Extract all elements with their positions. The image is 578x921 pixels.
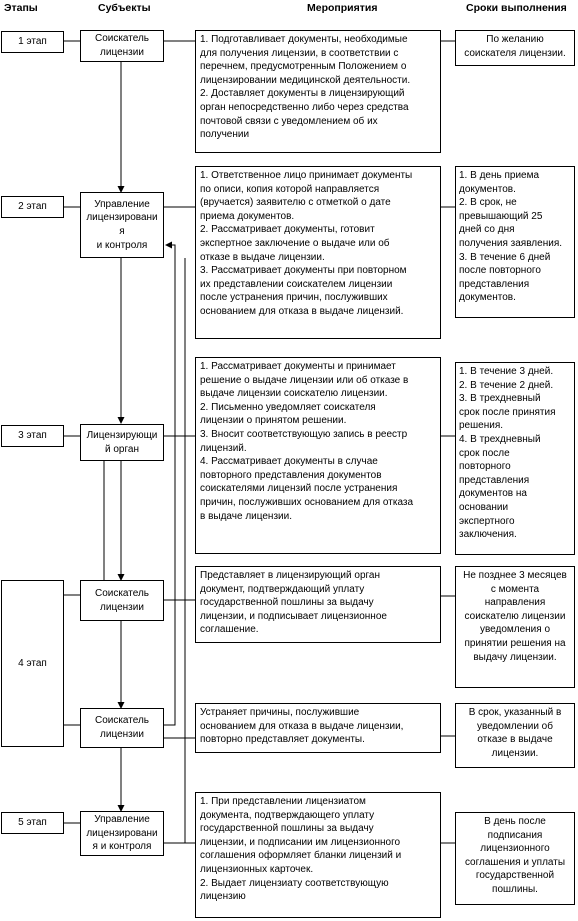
activity-box-2: 1. Ответственное лицо принимает документы по описи, копия которой направляется (вручается) заявителю с отметкой о дате приема документов. 2. Рассматривает документы, готовит экспертное заключение о выдаче или об отказе в выдаче лицензии. 3. Рассматривает документы при повторном их представлении соискателем лицензии после устранения причин, послуживших основанием для отказа в выдаче лицензий. — [195, 166, 441, 339]
activity-box-6: 1. При представлении лицензиатом документа, подтверждающего уплату государственной пошлины за выдачу лицензии, и подписании им лицензионного соглашения оформляет бланки лицензий и лицензионных карточек. 2. Выдает лицензиату соответствующую лицензию — [195, 792, 441, 918]
header-terms: Сроки выполнения — [466, 2, 567, 14]
term-box-5: В срок, указанный в уведомлении об отказе в выдаче лицензии. — [455, 703, 575, 768]
subject-box-management: Управление лицензировани я и контроля — [80, 192, 164, 258]
activity-box-4: Представляет в лицензирующий орган документ, подтверждающий уплату государственной пошлины за выдачу лицензии, и подписывает лицензионное соглашение. — [195, 566, 441, 643]
subject-box-management: Управление лицензировани я и контроля — [80, 811, 164, 856]
subject-box-applicant: Соискатель лицензии — [80, 580, 164, 621]
subject-box-applicant: Соискатель лицензии — [80, 708, 164, 748]
stage-box-4: 4 этап — [1, 580, 64, 747]
stage-box-2: 2 этап — [1, 196, 64, 218]
term-box-6: В день после подписания лицензионного соглашения и уплаты государственной пошлины. — [455, 812, 575, 905]
term-box-4: Не позднее 3 месяцев с момента направления соискателю лицензии уведомления о принятии решения на выдачу лицензии. — [455, 566, 575, 688]
subject-box-licensing-body: Лицензирующи й орган — [80, 424, 164, 461]
stage-box-3: 3 этап — [1, 425, 64, 447]
subject-box-applicant: Соискатель лицензии — [80, 30, 164, 62]
header-subjects: Субъекты — [98, 2, 151, 14]
activity-box-3: 1. Рассматривает документы и принимает решение о выдаче лицензии или об отказе в выдаче лицензии соискателю лицензии. 2. Письменно уведомляет соискателя лицензии о принятом решении. 3. Вносит соответствующую запись в реестр лицензий. 4. Рассматривает документы в случае повторного представления документов соискателями лицензий после устранения причин, послуживших основанием для отказа в выдаче лицензии. — [195, 357, 441, 554]
stage-box-5: 5 этап — [1, 812, 64, 834]
header-stages: Этапы — [4, 2, 38, 14]
stage-box-1: 1 этап — [1, 31, 64, 53]
return-arrow — [164, 245, 175, 725]
term-box-1: По желанию соискателя лицензии. — [455, 30, 575, 66]
activity-box-5: Устраняет причины, послужившие основанием для отказа в выдаче лицензии, повторно представляет документы. — [195, 703, 441, 753]
header-activities: Мероприятия — [307, 2, 378, 14]
activity-box-1: 1. Подготавливает документы, необходимые для получения лицензии, в соответствии с перечнем, предусмотренным Положением о лицензировании медицинской деятельности. 2. Доставляет документы в лицензирующий орган непосредственно либо через средства почтовой связи с уведомлением об их получении — [195, 30, 441, 153]
term-box-3: 1. В течение 3 дней. 2. В течение 2 дней. 3. В трехдневный срок после принятия решения. 4. В трехдневный срок после повторного представления документов на основании экспертного заключения. — [455, 362, 575, 555]
term-box-2: 1. В день приема документов. 2. В срок, не превышающий 25 дней со дня получения заявления. 3. В течение 6 дней после повторного представления документов. — [455, 166, 575, 318]
